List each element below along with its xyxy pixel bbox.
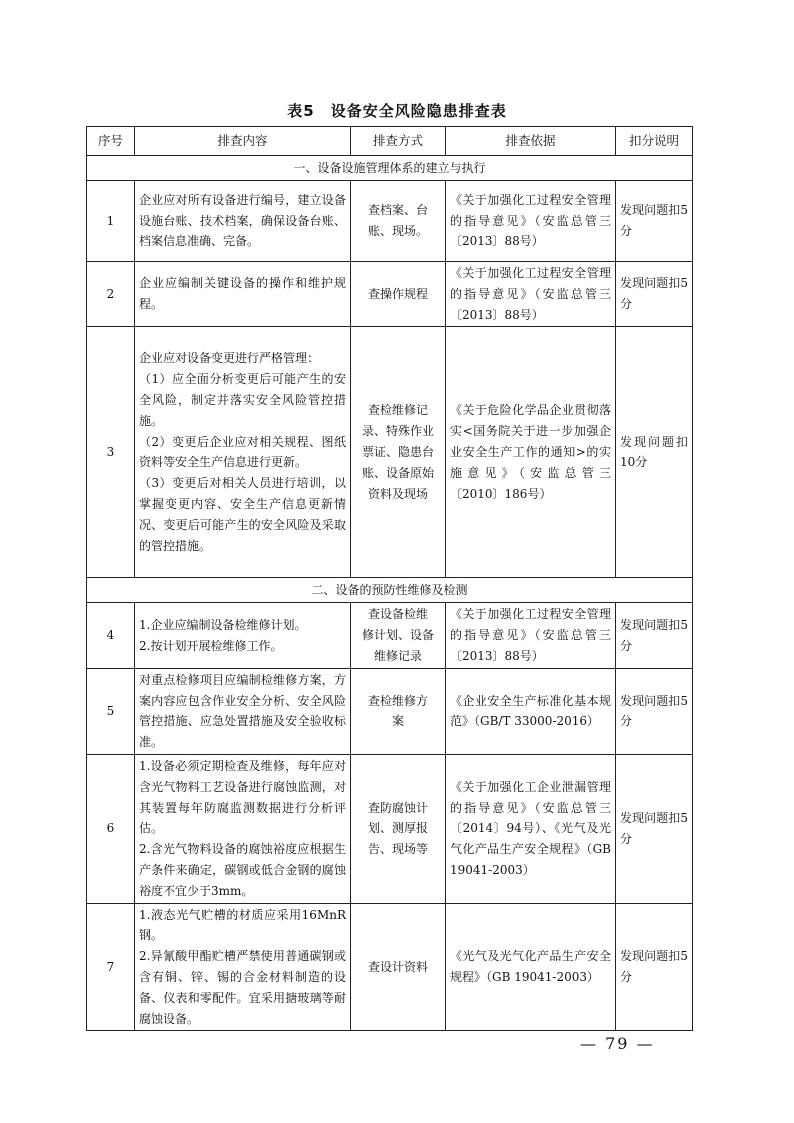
section-row [87, 156, 693, 181]
row-method: 查设备检维 修计划、设备 维修记录 [351, 603, 446, 668]
table-title: 表5 设备安全风险隐患排查表 [287, 102, 507, 120]
row-score: 发现问题扣5分 [616, 262, 693, 327]
row-content: 1.液态光气贮槽的材质应采用16MnR钢。 2.异氰酸甲酯贮槽严禁使用普通碳钢或含有铜、锌、锡的合金材料制造的设备、仪表和零配件。宜采用搪玻璃等耐腐蚀设备。 [135, 903, 351, 1031]
row-method: 查档案、台 账、现场。 [351, 181, 446, 262]
row-method: 查设计资料 [351, 903, 446, 1031]
row-content: 企业应对设备变更进行严格管理： （1）应全面分析变更后可能产生的安全风险，制定并落实安全风险管控措施。 （2）变更后企业应对相关规程、图纸资料等安全生产信息进行更新。 （3）变更后对相关人员进行培训，以掌握变更内容、安全生产信息更新情况、变更后可能产生的安全风险及采取的管控措施。 [135, 327, 351, 578]
row-number: 7 [87, 903, 135, 1031]
row-basis: 《关于加强化工企业泄漏管理的指导意见》（安监总管三〔2014〕94号）、《光气及光气化产品生产安全规程》（GB 19041-2003） [446, 754, 616, 903]
row-method: 查防腐蚀计 划、测厚报 告、现场等 [351, 754, 446, 903]
row-content: 对重点检修项目应编制检维修方案，方案内容应包含作业安全分析、安全风险管控措施、应急处置措施及安全验收标准。 [135, 668, 351, 754]
row-basis: 《企业安全生产标准化基本规范》（GB/T 33000-2016） [446, 668, 616, 754]
table-row [87, 754, 693, 903]
header-row [87, 127, 693, 156]
header-no: 序号 [87, 127, 135, 156]
row-method: 查操作规程 [351, 262, 446, 327]
section-heading: 一、设备设施管理体系的建立与执行 [87, 156, 693, 181]
header-score: 扣分说明 [616, 127, 693, 156]
section-row [87, 578, 693, 603]
row-basis: 《关于加强化工过程安全管理的指导意见》（安监总管三〔2013〕88号） [446, 603, 616, 668]
row-number: 3 [87, 327, 135, 578]
section-heading: 二、设备的预防性维修及检测 [87, 578, 693, 603]
row-score: 发现问题扣10分 [616, 327, 693, 578]
row-score: 发现问题扣5分 [616, 754, 693, 903]
table-row [87, 327, 693, 578]
row-basis: 《光气及光气化产品生产安全规程》（GB 19041-2003） [446, 903, 616, 1031]
row-number: 2 [87, 262, 135, 327]
row-basis: 《关于危险化学品企业贯彻落实<国务院关于进一步加强企业安全生产工作的通知>的实施意见》（安监总管三〔2010〕186号） [446, 327, 616, 578]
table-row [87, 603, 693, 668]
row-method: 查检维修记 录、特殊作业 票证、隐患台 账、设备原始 资料及现场 [351, 327, 446, 578]
row-score: 发现问题扣5分 [616, 181, 693, 262]
table-row [87, 262, 693, 327]
header-method: 排查方式 [351, 127, 446, 156]
row-number: 1 [87, 181, 135, 262]
row-method: 查检维修方 案 [351, 668, 446, 754]
header-content: 排查内容 [135, 127, 351, 156]
row-basis: 《关于加强化工过程安全管理的指导意见》（安监总管三〔2013〕88号） [446, 262, 616, 327]
row-number: 4 [87, 603, 135, 668]
table-row [87, 903, 693, 1031]
row-content: 1.企业应编制设备检维修计划。 2.按计划开展检维修工作。 [135, 603, 351, 668]
page-number: — 79 — [580, 1034, 655, 1053]
table-row [87, 668, 693, 754]
header-basis: 排查依据 [446, 127, 616, 156]
table-row [87, 181, 693, 262]
row-score: 发现问题扣5分 [616, 903, 693, 1031]
row-score: 发现问题扣5分 [616, 668, 693, 754]
row-content: 1.设备必须定期检查及维修，每年应对含光气物料工艺设备进行腐蚀监测，对其装置每年防腐监测数据进行分析评估。 2.含光气物料设备的腐蚀裕度应根据生产条件来确定，碳钢或低合金钢的腐蚀裕度不宜少于3mm。 [135, 754, 351, 903]
row-content: 企业应对所有设备进行编号，建立设备设施台账、技术档案，确保设备台账、档案信息准确、完备。 [135, 181, 351, 262]
row-content: 企业应编制关键设备的操作和维护规程。 [135, 262, 351, 327]
row-basis: 《关于加强化工过程安全管理的指导意见》（安监总管三〔2013〕88号） [446, 181, 616, 262]
inspection-table [86, 126, 693, 1031]
row-score: 发现问题扣5分 [616, 603, 693, 668]
row-number: 6 [87, 754, 135, 903]
row-number: 5 [87, 668, 135, 754]
